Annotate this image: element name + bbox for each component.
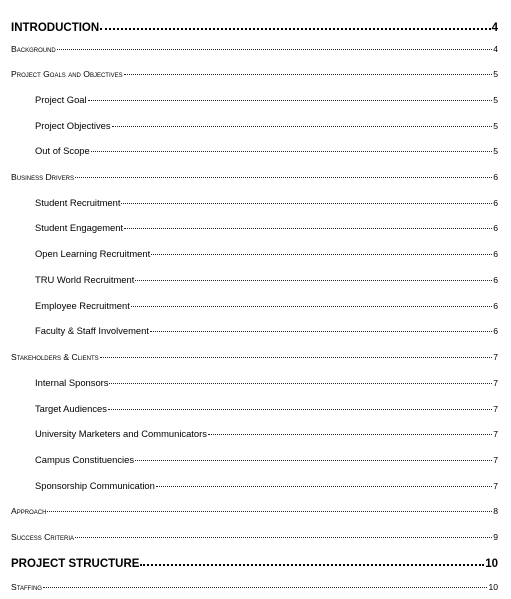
toc-entry-page: 7 [493,404,498,415]
toc-entry-label: Out of Scope [35,145,90,157]
toc-entry-page: 7 [493,455,498,466]
toc-entry-out-of-scope[interactable] [35,145,498,156]
toc-entry-label: Project Objectives [35,120,111,132]
toc-entry-page: 5 [493,121,498,132]
toc-entry-label: Target Audiences [35,403,107,415]
toc-entry-label: Background [11,43,56,54]
toc-entry-label: Student Recruitment [35,197,121,209]
toc-entry-background[interactable] [11,43,498,54]
dot-leader [100,351,493,360]
toc-entry-page: 6 [493,171,498,182]
toc-entry-page: 8 [493,505,498,516]
toc-entry-label: Open Learning Recruitment [35,248,151,260]
toc-entry-approach[interactable] [11,505,498,516]
dot-leader [135,274,492,283]
dot-leader [91,145,492,154]
toc-entry-campus-constituencies[interactable] [35,454,498,465]
toc-entry-label: University Marketers and Communicators [35,428,207,440]
dot-leader [124,68,493,77]
dot-leader [135,454,492,463]
toc-entry-label: Approach [11,505,47,516]
toc-entry-label: Project Goal [35,94,87,106]
toc-entry-label: Employee Recruitment [35,300,130,312]
toc-entry-label: Project Goals and Objectives [11,68,123,79]
toc-entry-page: 6 [493,198,498,209]
dot-leader [88,94,493,103]
dot-leader [43,581,487,590]
toc-entry-project-goals-objectives[interactable] [11,68,498,79]
toc-entry-stakeholders-clients[interactable] [11,351,498,362]
toc-entry-project-objectives[interactable] [35,120,498,131]
toc-entry-page: 10 [485,557,498,570]
toc-entry-page: 9 [493,531,498,542]
dot-leader [100,19,490,31]
dot-leader [121,197,492,206]
toc-entry-page: 6 [493,223,498,234]
toc-entry-internal-sponsors[interactable] [35,377,498,388]
dot-leader [47,505,492,514]
toc-entry-label: PROJECT STRUCTURE [11,557,140,570]
dot-leader [140,555,484,567]
toc-entry-page: 4 [491,21,498,34]
toc-entry-label: Student Engagement [35,222,124,234]
toc-entry-student-recruitment[interactable] [35,197,498,208]
dot-leader [151,248,492,257]
toc-entry-page: 7 [493,481,498,492]
toc-entry-label: TRU World Recruitment [35,274,135,286]
toc-entry-label: Business Drivers [11,171,75,182]
dot-leader [75,531,492,540]
dot-leader [131,300,492,309]
toc-entry-university-marketers[interactable] [35,428,498,439]
toc-entry-staffing[interactable] [11,581,498,592]
toc-entry-sponsorship-communication[interactable] [35,480,498,491]
toc-entry-label: Staffing [11,581,42,592]
toc-entry-open-learning-recruitment[interactable] [35,248,498,259]
toc-entry-label: Sponsorship Communication [35,480,155,492]
toc-entry-label: INTRODUCTION [11,21,100,34]
toc-entry-success-criteria[interactable] [11,531,498,542]
toc-entry-label: Success Criteria [11,531,74,542]
toc-entry-faculty-staff-involvement[interactable] [35,325,498,336]
toc-entry-page: 4 [493,43,498,54]
toc-entry-project-structure[interactable] [11,555,498,570]
toc-entry-page: 5 [493,95,498,106]
dot-leader [109,377,492,386]
toc-entry-page: 5 [493,146,498,157]
toc-entry-page: 6 [493,249,498,260]
dot-leader [208,428,492,437]
toc-entry-page: 7 [493,378,498,389]
toc-entry-project-goal[interactable] [35,94,498,105]
dot-leader [124,222,492,231]
toc-entry-introduction[interactable] [11,19,498,34]
toc-entry-page: 6 [493,275,498,286]
toc-entry-page: 5 [493,68,498,79]
dot-leader [150,325,492,334]
toc-entry-label: Campus Constituencies [35,454,135,466]
toc-entry-label: Internal Sponsors [35,377,109,389]
toc-entry-label: Stakeholders & Clients [11,351,99,362]
toc-entry-page: 7 [493,351,498,362]
dot-leader [108,403,492,412]
toc-entry-label: Faculty & Staff Involvement [35,325,149,337]
toc-entry-employee-recruitment[interactable] [35,300,498,311]
toc-entry-page: 6 [493,326,498,337]
toc-entry-tru-world-recruitment[interactable] [35,274,498,285]
dot-leader [57,43,492,52]
toc-entry-student-engagement[interactable] [35,222,498,233]
toc-entry-business-drivers[interactable] [11,171,498,182]
dot-leader [112,120,493,129]
toc-entry-page: 6 [493,301,498,312]
dot-leader [75,171,492,180]
toc-entry-target-audiences[interactable] [35,403,498,414]
toc-entry-page: 10 [488,581,498,592]
dot-leader [156,480,492,489]
toc-entry-page: 7 [493,429,498,440]
